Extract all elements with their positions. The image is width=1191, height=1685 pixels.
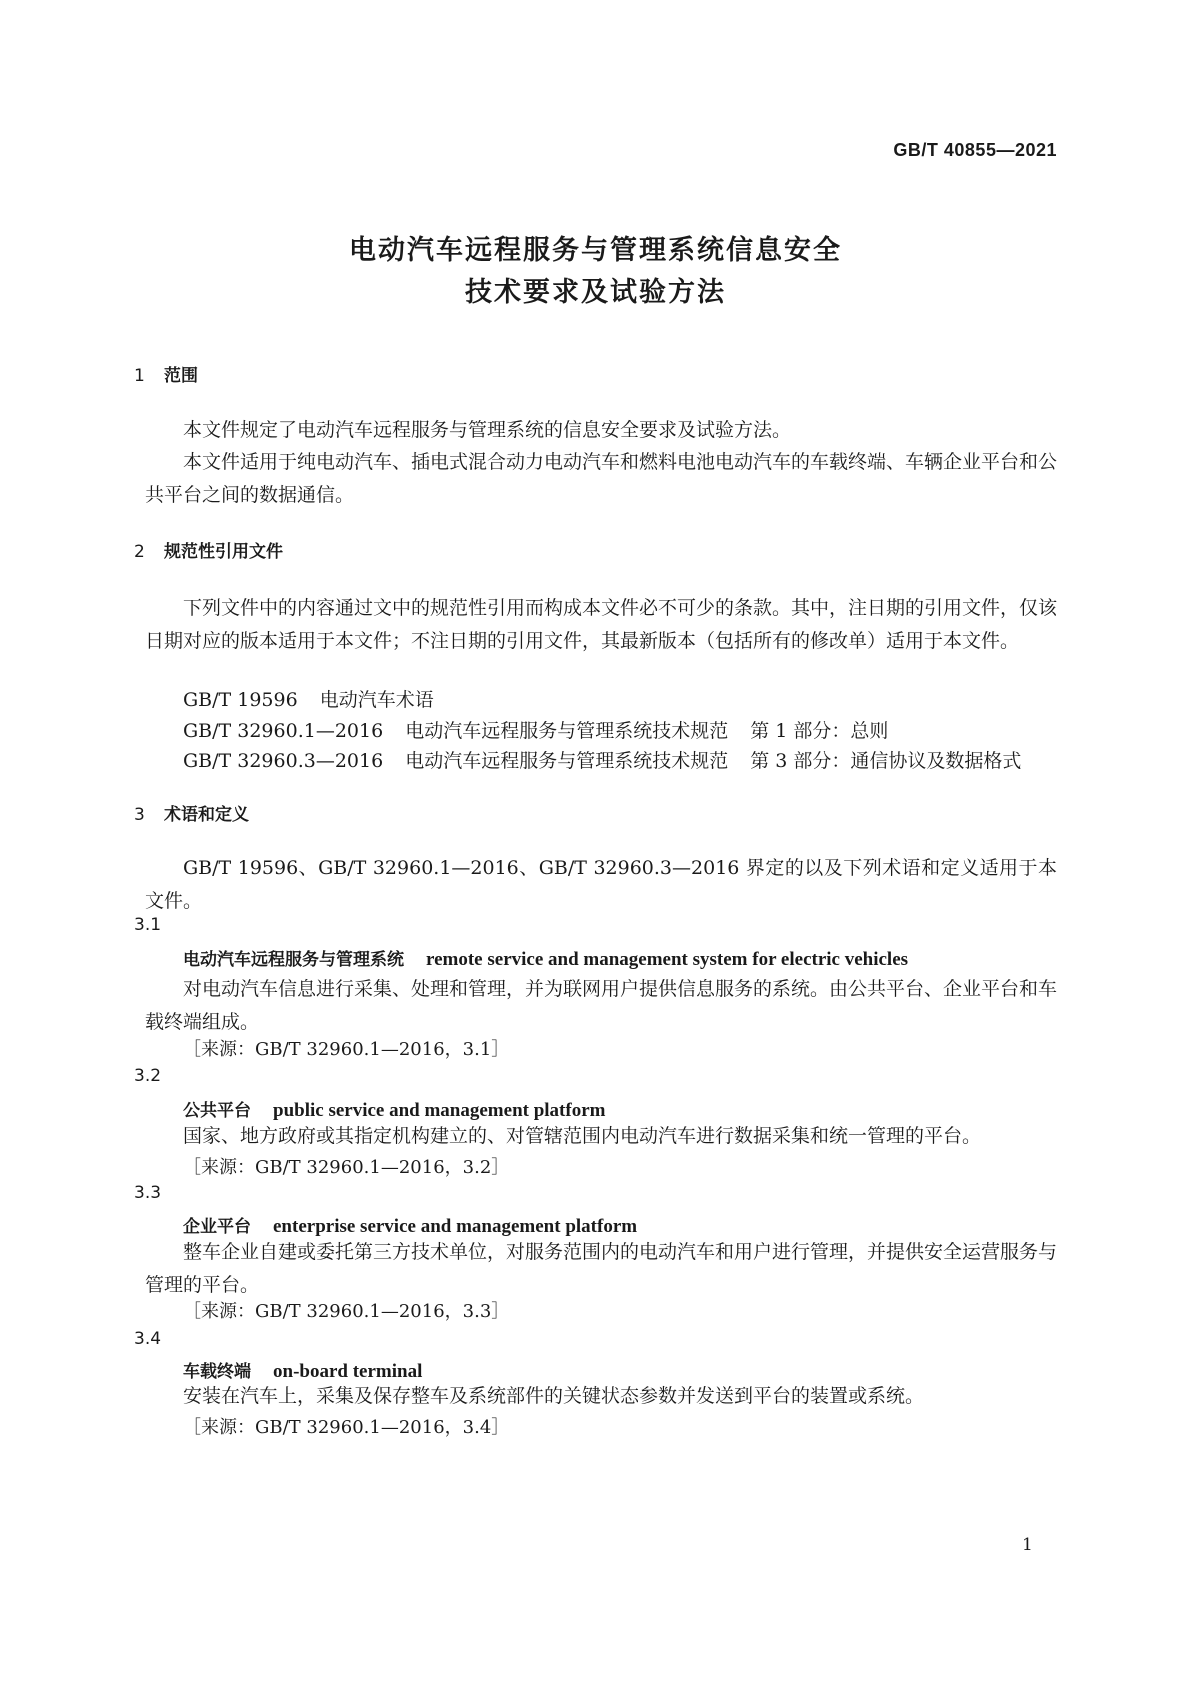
section-title: 规范性引用文件: [164, 542, 283, 562]
section-number: 2: [134, 542, 145, 562]
section-2-paragraph-1: 下列文件中的内容通过文中的规范性引用而构成本文件必不可少的条款。其中，注日期的引用文件，仅该日期对应的版本适用于本文件；不注日期的引用文件，其最新版本（包括所有的修改单）适用于本文件。: [145, 597, 1058, 652]
section-3-paragraph-1: GB/T 19596、GB/T 32960.1—2016、GB/T 32960.3—2016 界定的以及下列术语和定义适用于本文件。: [145, 857, 1057, 912]
term-zh: 公共平台: [183, 1101, 251, 1121]
section-number: 3: [134, 805, 145, 825]
reference-part: 第 1 部分：总则: [750, 720, 889, 742]
section-3-heading: [134, 800, 249, 825]
term-definition: 国家、地方政府或其指定机构建立的、对管辖范围内电动汽车进行数据采集和统一管理的平台。: [183, 1125, 982, 1147]
term-en: public service and management platform: [273, 1100, 606, 1121]
reference-code: GB/T 19596: [183, 689, 298, 711]
term-source: ［来源：GB/T 32960.1—2016，3.2］: [183, 1157, 510, 1178]
section-1-heading: [134, 361, 198, 386]
term-heading: [183, 945, 908, 971]
section-1-paragraph-1: 本文件规定了电动汽车远程服务与管理系统的信息安全要求及试验方法。: [183, 419, 792, 441]
reference-title: 电动汽车术语: [319, 689, 434, 711]
term-definition: 安装在汽车上，采集及保存整车及系统部件的关键状态参数并发送到平台的装置或系统。: [183, 1385, 925, 1407]
term-zh: 电动汽车远程服务与管理系统: [183, 950, 404, 970]
section-2-heading: [134, 537, 283, 562]
term-clause-number: 3.2: [134, 1066, 162, 1086]
term-source: ［来源：GB/T 32960.1—2016，3.3］: [183, 1301, 510, 1322]
reference-title: 电动汽车远程服务与管理系统技术规范: [405, 750, 729, 772]
standard-number: GB/T 40855—2021: [893, 140, 1057, 160]
term-clause-number: 3.1: [134, 915, 162, 935]
term-clause-number: 3.3: [134, 1183, 162, 1203]
term-source: ［来源：GB/T 32960.1—2016，3.1］: [183, 1039, 510, 1060]
term-heading: [183, 1096, 605, 1122]
section-number: 1: [134, 366, 145, 386]
page-number: 1: [1022, 1535, 1033, 1555]
reference-title: 电动汽车远程服务与管理系统技术规范: [405, 720, 729, 742]
normative-reference: [183, 716, 888, 743]
normative-reference: [183, 685, 434, 712]
section-title: 范围: [164, 366, 198, 386]
term-heading: [183, 1212, 637, 1238]
reference-code: GB/T 32960.1—2016: [183, 720, 384, 742]
term-en: remote service and management system for electric vehicles: [426, 949, 909, 970]
term-source: ［来源：GB/T 32960.1—2016，3.4］: [183, 1417, 510, 1438]
term-zh: 车载终端: [183, 1362, 251, 1382]
normative-reference: [183, 746, 1021, 773]
term-en: enterprise service and management platform: [273, 1216, 638, 1237]
section-1-paragraph-2: 本文件适用于纯电动汽车、插电式混合动力电动汽车和燃料电池电动汽车的车载终端、车辆企业平台和公共平台之间的数据通信。: [145, 451, 1058, 506]
term-en: on-board terminal: [273, 1361, 423, 1382]
term-definition: 整车企业自建或委托第三方技术单位，对服务范围内的电动汽车和用户进行管理，并提供安全运营服务与管理的平台。: [145, 1241, 1058, 1296]
term-definition: 对电动汽车信息进行采集、处理和管理，并为联网用户提供信息服务的系统。由公共平台、企业平台和车载终端组成。: [145, 978, 1058, 1033]
document-title-line-2: 技术要求及试验方法: [465, 277, 726, 308]
section-title: 术语和定义: [164, 805, 249, 825]
reference-code: GB/T 32960.3—2016: [183, 750, 384, 772]
reference-part: 第 3 部分：通信协议及数据格式: [750, 750, 1022, 772]
term-zh: 企业平台: [183, 1217, 251, 1237]
document-title-line-1: 电动汽车远程服务与管理系统信息安全: [349, 235, 842, 266]
term-clause-number: 3.4: [134, 1329, 162, 1349]
